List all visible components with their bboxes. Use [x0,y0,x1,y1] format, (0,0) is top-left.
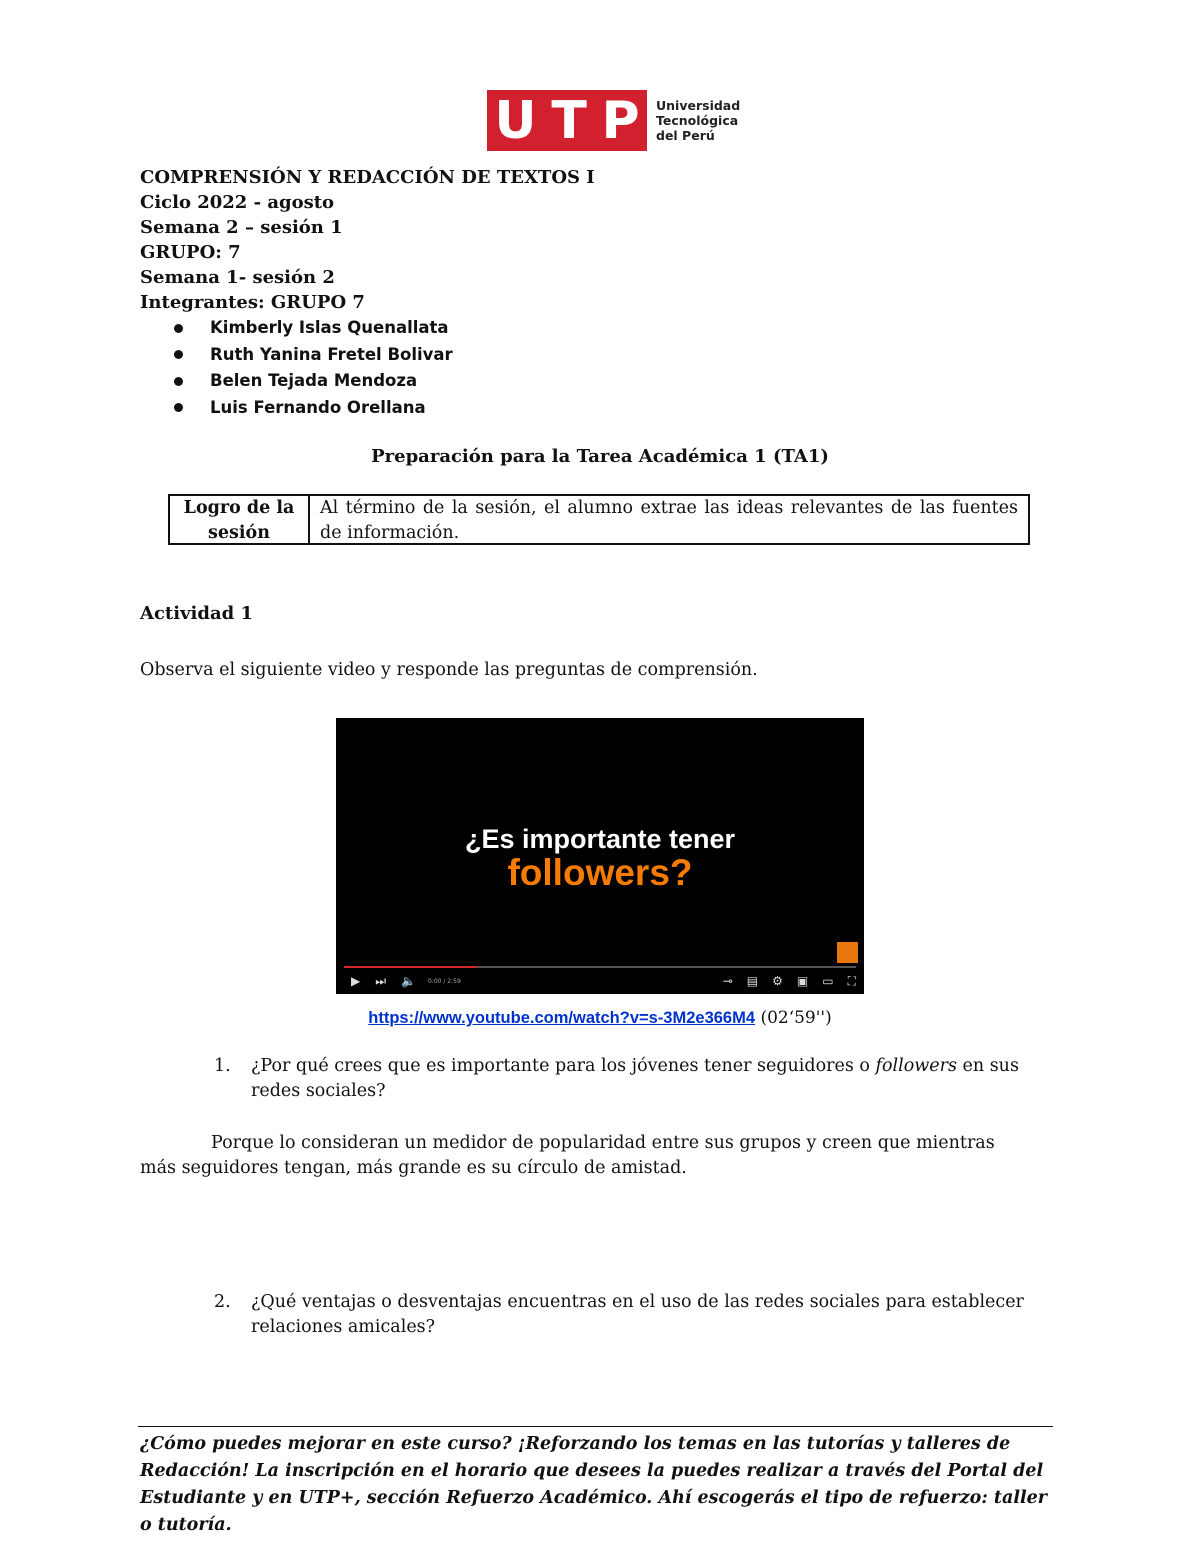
week-session: Semana 2 – sesión 1 [140,217,343,238]
logro-table-body: Al término de la sesión, el alumno extrae las ideas relevantes de las fuentes de información. [320,498,1018,543]
logro-header-line: Logro de la [183,498,295,518]
member-name: Ruth Yanina Fretel Bolivar [210,344,453,364]
video-title [336,822,864,893]
theater-mode-icon[interactable]: ▭ [822,974,834,988]
members-list [170,315,453,421]
section-subtitle: Preparación para la Tarea Académica 1 (TA1) [371,446,829,467]
bullet-icon [174,403,183,412]
brand-watermark-icon [837,942,858,963]
video-link[interactable]: https://www.youtube.com/watch?v=s-3M2e366M4 [368,1009,756,1027]
logo-name-line: del Perú [656,128,715,143]
week-session-2: Semana 1- sesión 2 [140,267,335,288]
logo-letter-u: U [494,90,537,151]
play-icon[interactable]: ▶ [351,974,361,988]
course-title: COMPRENSIÓN Y REDACCIÓN DE TEXTOS I [140,167,595,188]
member-name: Kimberly Islas Quenallata [210,318,449,338]
logo-name-line: Universidad [656,98,741,113]
video-time: 0:00 / 2:59 [428,977,461,985]
utp-logo [487,90,740,151]
video-link-line [0,1008,1200,1028]
next-icon[interactable]: ⏭ [375,973,387,988]
settings-gear-icon[interactable]: ⚙ [772,974,783,988]
footer-divider [138,1426,1053,1427]
bullet-icon [174,377,183,386]
video-progress-fill [344,966,477,968]
cycle: Ciclo 2022 - agosto [140,192,335,213]
video-progress-bar[interactable] [344,966,856,968]
member-name: Belen Tejada Mendoza [210,371,418,391]
activity-title: Actividad 1 [140,603,254,624]
question-text: ¿Qué ventajas o desventajas encuentras en el uso de las redes sociales para establecer relaciones amicales? [251,1292,1024,1337]
list-item [170,395,453,422]
video-controls-right [709,974,864,989]
question-1 [214,1054,1044,1104]
footer-note: ¿Cómo puedes mejorar en este curso? ¡Reforzando los temas en las tutorías y talleres de Redacción! La inscripción en el horario que desees la puedes realizar a través del Portal del Estudiante y en UTP+, sección Refuerzo Académico. Ahí escogerás el tipo de refuerzo: taller o tutoría. [140,1434,1047,1535]
utp-logo-name [656,98,740,143]
question-text [251,1054,1044,1104]
fullscreen-icon[interactable]: ⛶ [847,973,856,988]
captions-icon[interactable]: ▤ [746,974,759,988]
answer-1 [140,1131,1010,1181]
volume-icon[interactable]: 🔈 [401,974,416,988]
video-title-line1: ¿Es importante tener [464,824,736,854]
answer-text: Porque lo consideran un medidor de popularidad entre sus grupos y creen que mientras más seguidores tengan, más grande es su círculo de amistad. [140,1133,995,1178]
miniplayer-icon[interactable]: ▣ [796,974,809,988]
autoplay-toggle-icon[interactable]: ⊸ [722,974,733,988]
question-text-italic: followers [875,1056,957,1076]
list-item [170,342,453,369]
question-number: 1. [214,1056,231,1076]
logro-table-header [170,496,310,543]
list-item [170,315,453,342]
logro-header-line: sesión [208,523,270,543]
bullet-icon [174,324,183,333]
group: GRUPO: 7 [140,242,241,263]
question-text-part: ¿Por qué crees que es importante para los jóvenes tener seguidores o [251,1056,876,1076]
logo-letter-t: T [551,90,587,151]
logro-table [168,494,1030,545]
member-name: Luis Fernando Orellana [210,397,426,417]
bullet-icon [174,350,183,359]
utp-logo-mark [487,90,647,151]
members-label: Integrantes: GRUPO 7 [140,292,365,313]
question-2 [214,1290,1044,1340]
logo-name-line: Tecnológica [656,113,739,128]
question-number: 2. [214,1292,231,1312]
document-header [140,165,595,315]
question-text-part: en sus redes sociales? [251,1056,1019,1101]
activity-instruction: Observa el siguiente video y responde las preguntas de comprensión. [140,660,758,680]
video-duration: (02‘59'') [760,1008,832,1028]
video-title-line2: followers? [507,852,693,893]
logo-letter-p: P [601,90,640,151]
list-item [170,368,453,395]
video-controls [336,972,864,990]
video-player[interactable] [336,718,864,994]
